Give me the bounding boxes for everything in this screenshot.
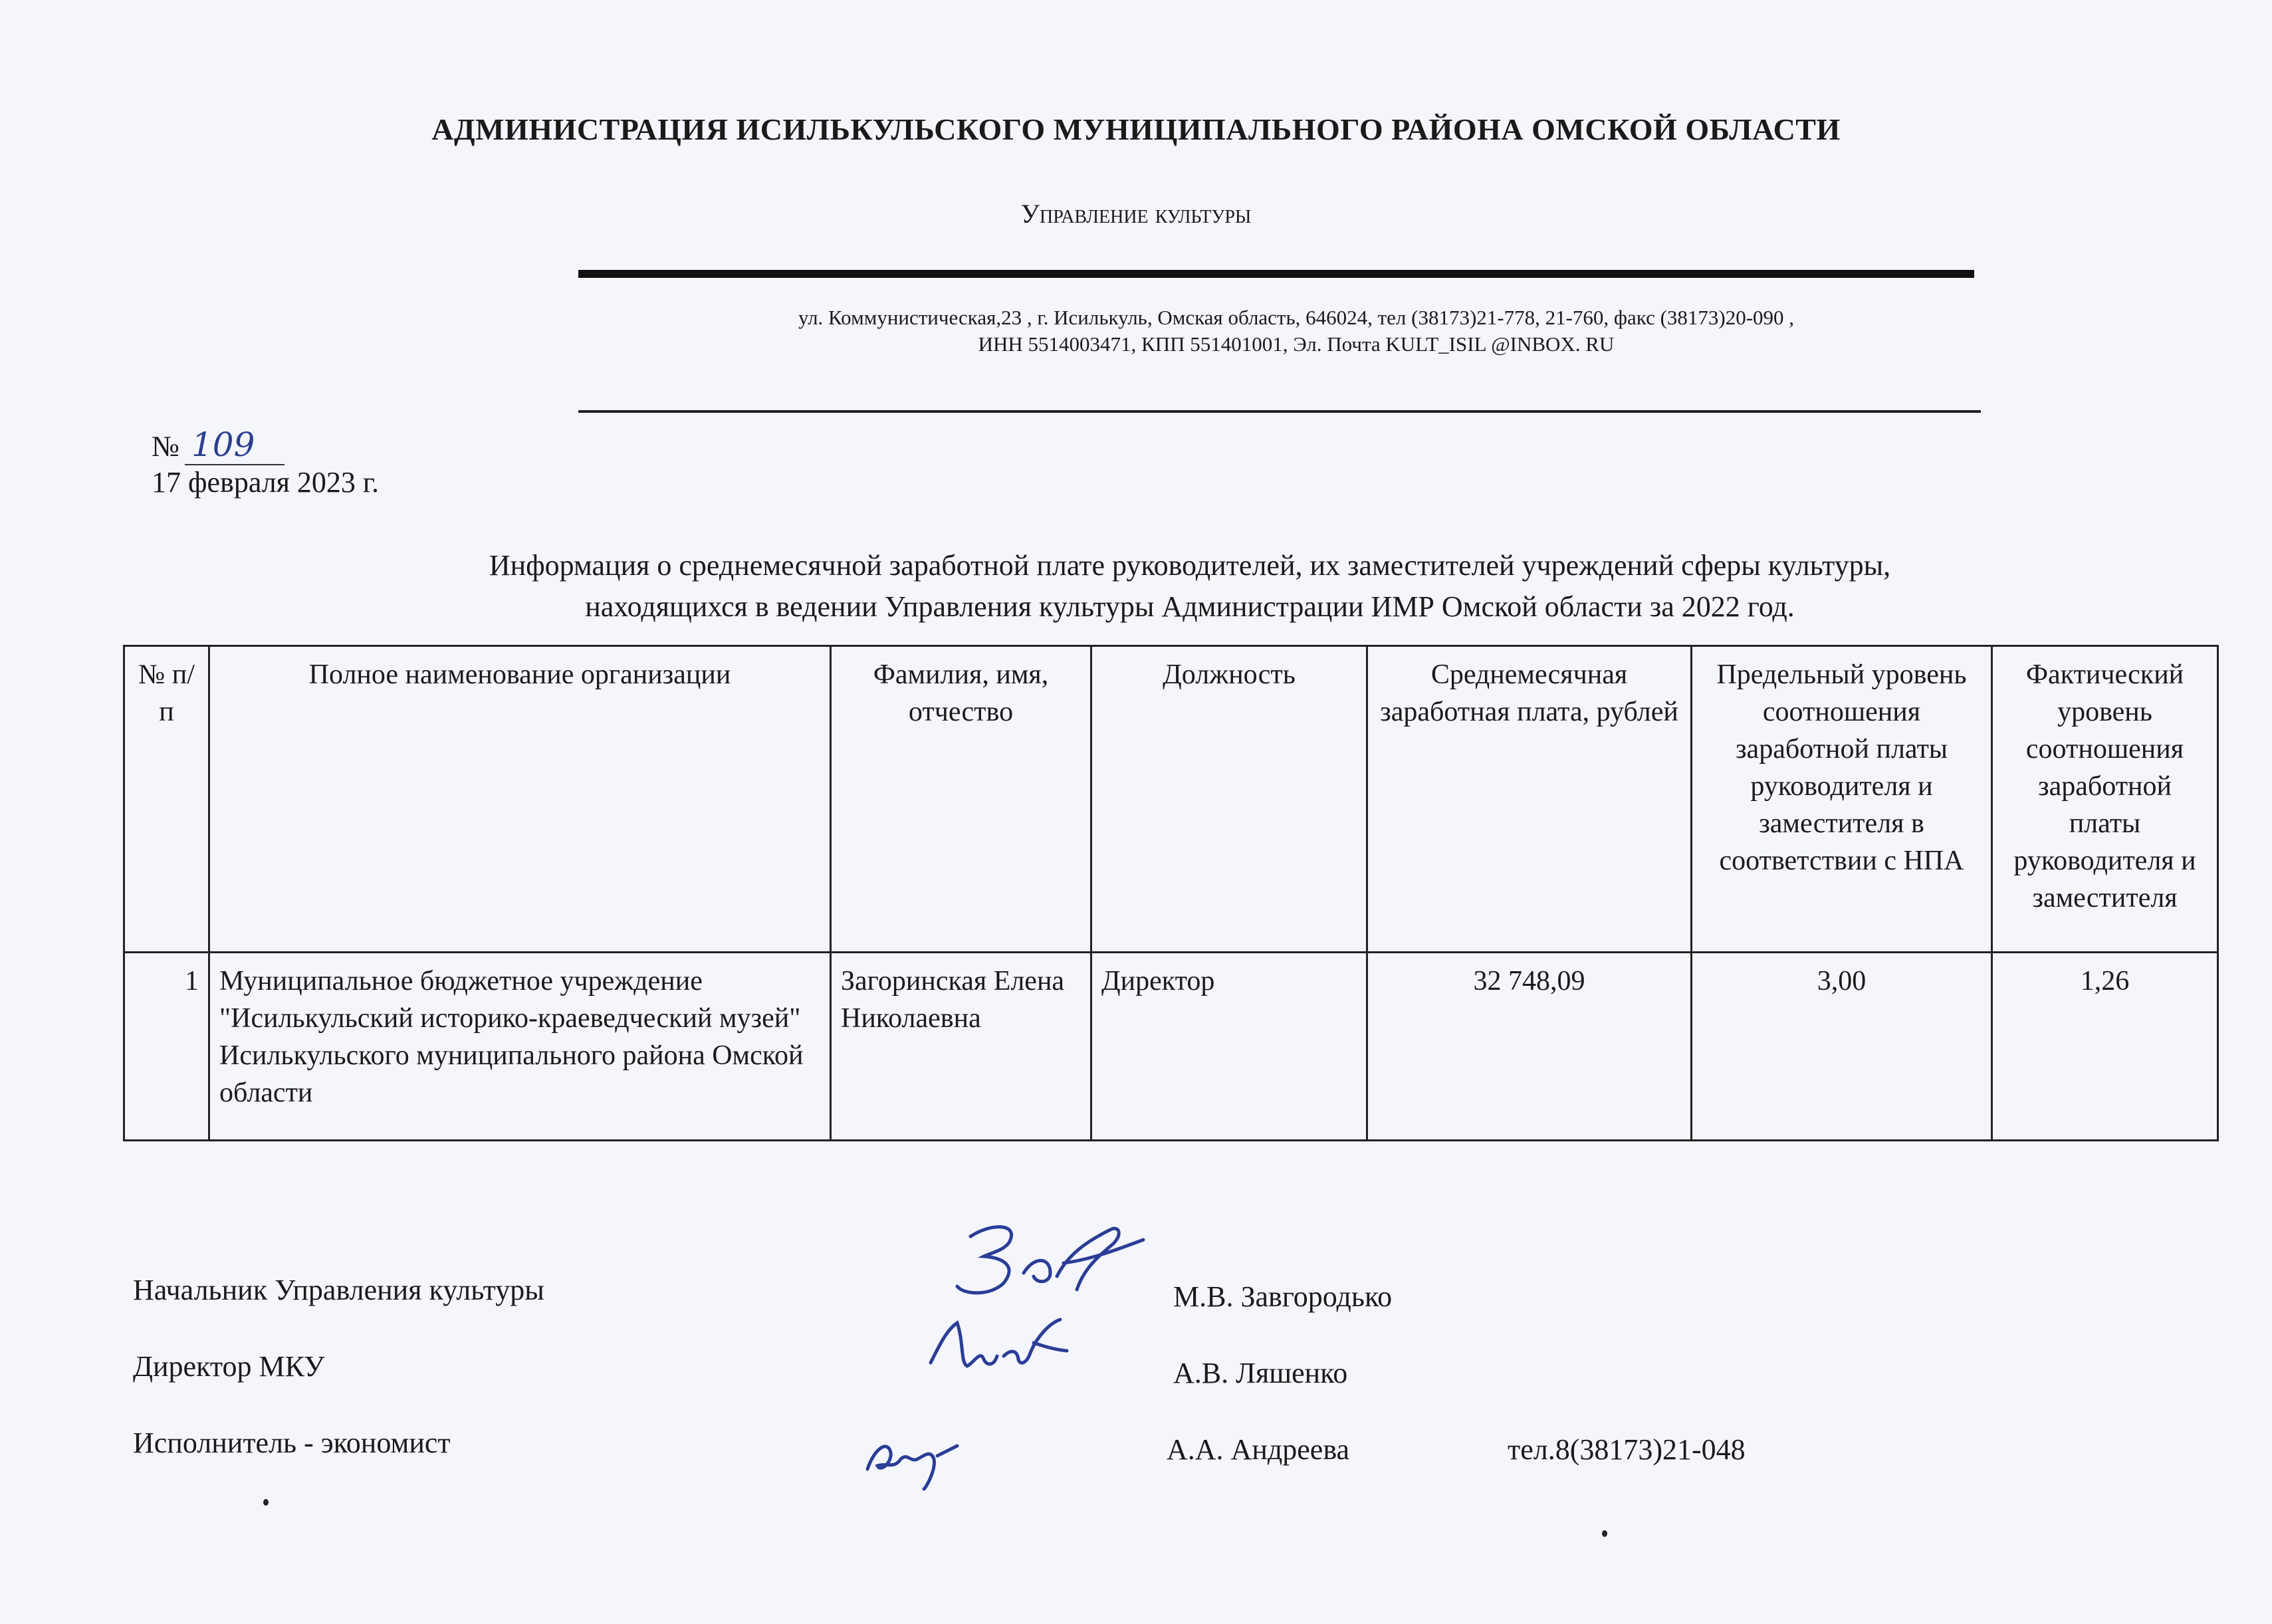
- document-date: 17 февраля 2023 г.: [152, 466, 380, 499]
- address-block: [465, 304, 2127, 358]
- org-title: АДМИНИСТРАЦИЯ ИСИЛЬКУЛЬСКОГО МУНИЦИПАЛЬНОГО РАЙОНА ОМСКОЙ ОБЛАСТИ: [431, 112, 1841, 146]
- info-line-2: находящихся в ведении Управления культуры Администрации ИМР Омской области за 2022 год.: [585, 590, 1795, 623]
- number-label: №: [152, 430, 179, 463]
- cell-salary: 32 748,09: [1367, 953, 1692, 1141]
- header-position: Должность: [1091, 646, 1367, 953]
- cell-name: Загоринская Елена Николаевна: [831, 953, 1091, 1141]
- contact-phone: тел.8(38173)21-048: [1508, 1433, 1746, 1466]
- number-value: 109: [185, 425, 284, 465]
- signer-name-1: М.В. Завгородько: [1173, 1280, 1393, 1313]
- scan-speck: [263, 1499, 269, 1506]
- table-row: [124, 953, 2218, 1141]
- header-rule-thick: [578, 270, 1974, 278]
- cell-actual-ratio: 1,26: [1992, 953, 2218, 1141]
- header-org: Полное наименование организации: [209, 646, 831, 953]
- header-rule-thin: [578, 410, 1981, 413]
- header-name: Фамилия, имя, отчество: [831, 646, 1091, 953]
- signer-title-2: Директор МКУ: [133, 1350, 325, 1383]
- address-line-1: ул. Коммунистическая,23 , г. Исилькуль, Омская область, 646024, тел (38173)21-778, 21-760, факс (38173)20-090 ,: [798, 306, 1795, 329]
- salary-table: [123, 645, 2219, 1141]
- cell-num: 1: [124, 953, 209, 1141]
- header-limit-ratio: Предельный уровень соотношения заработной платы руководителя и заместителя в соответствии с НПА: [1692, 646, 1992, 953]
- signer-name-2: А.В. Ляшенко: [1173, 1357, 1348, 1389]
- table-header-row: [124, 646, 2218, 953]
- document-number: [152, 425, 284, 465]
- cell-limit-ratio: 3,00: [1692, 953, 1992, 1141]
- handwritten-signature-3: [857, 1423, 964, 1496]
- handwritten-signature-2: [917, 1303, 1077, 1389]
- scan-speck: [1602, 1530, 1607, 1537]
- header-num: № п/п: [124, 646, 209, 953]
- department-name: Управление культуры: [1020, 199, 1252, 229]
- info-line-1: Информация о среднемесячной заработной плате руководителей, их заместителей учреждений сферы культуры,: [489, 549, 1891, 582]
- header-actual-ratio: Фактический уровень соотношения заработной платы руководителя и заместителя: [1992, 646, 2218, 953]
- cell-org: Муниципальное бюджетное учреждение "Исилькульский историко-краеведческий музей" Исилькульского муниципального района Омской области: [209, 953, 831, 1141]
- cell-position: Директор: [1091, 953, 1367, 1141]
- signer-name-3: А.А. Андреева: [1167, 1433, 1350, 1466]
- info-title: [199, 545, 2180, 628]
- handwritten-signature-1: [944, 1210, 1157, 1310]
- signer-title-3: Исполнитель - экономист: [133, 1427, 451, 1459]
- address-line-2: ИНН 5514003471, КПП 551401001, Эл. Почта KULT_ISIL @INBOX. RU: [978, 332, 1615, 356]
- signer-title-1: Начальник Управления культуры: [133, 1274, 544, 1306]
- header-salary: Среднемесячная заработная плата, рублей: [1367, 646, 1692, 953]
